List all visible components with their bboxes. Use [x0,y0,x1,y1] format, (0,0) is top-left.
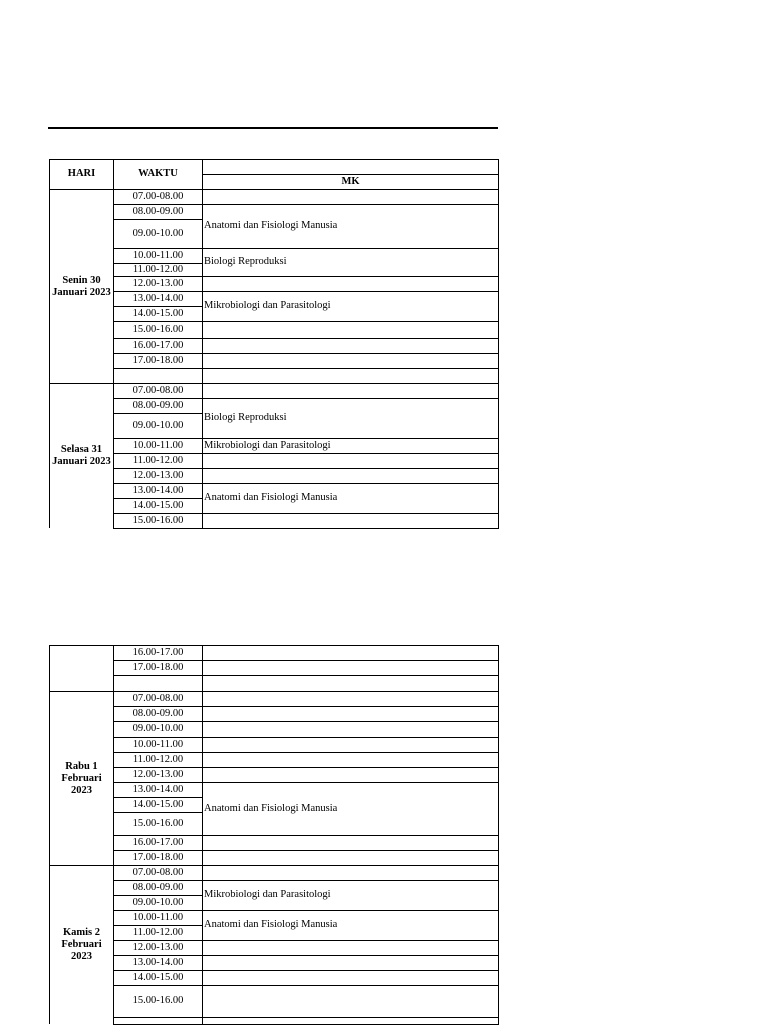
time-slot-cell: 08.00-09.00 [132,707,184,719]
course-cell: Mikrobiologi dan Parasitologi [204,439,331,451]
time-slot-cell: 13.00-14.00 [132,484,184,496]
table-page-2-mk-rule [202,645,499,646]
table-page-1-mk-rule [202,368,499,369]
time-slot-cell: 16.00-17.00 [132,339,184,351]
course-cell: Anatomi dan Fisiologi Manusia [204,220,338,232]
time-slot-cell: 16.00-17.00 [132,646,184,658]
table-page-1-mk-rule [202,468,499,469]
table-page-2-col-rule [202,645,203,1025]
table-page-2-mk-rule [202,835,499,836]
header-mk: MK [341,175,360,187]
time-slot-cell [114,369,202,383]
table-page-1-mk-rule [202,338,499,339]
time-slot-cell: 12.00-13.00 [132,941,184,953]
table-page-2-mk-rule [202,706,499,707]
course-cell: Mikrobiologi dan Parasitologi [204,889,331,901]
time-slot-cell: 14.00-15.00 [132,307,184,319]
time-slot-cell: 08.00-09.00 [132,881,184,893]
time-slot-cell: 09.00-10.00 [132,227,184,239]
page-rule [48,127,498,129]
time-slot-cell: 15.00-16.00 [132,817,184,829]
day-label: Selasa 31 Januari 2023 [52,444,111,467]
time-slot-cell: 11.00-12.00 [132,753,184,765]
time-slot-cell: 12.00-13.00 [132,768,184,780]
table-page-1-time-rule [113,528,203,529]
time-slot-cell: 11.00-12.00 [132,263,184,275]
course-cell: Anatomi dan Fisiologi Manusia [204,919,338,931]
time-slot-cell: 07.00-08.00 [132,866,184,878]
time-slot-cell: 08.00-09.00 [132,205,184,217]
table-page-2-mk-rule [202,850,499,851]
time-slot-cell: 13.00-14.00 [132,956,184,968]
header-waktu: WAKTU [138,168,178,180]
time-slot-cell: 07.00-08.00 [132,692,184,704]
table-page-2-mk-rule [202,865,499,866]
header-rule [202,159,499,160]
time-slot-cell: 15.00-16.00 [132,323,184,335]
time-slot-cell: 13.00-14.00 [132,292,184,304]
time-slot-cell: 15.00-16.00 [132,995,184,1007]
table-page-1-mk-rule [202,189,499,190]
header-hari: HARI [67,168,96,180]
time-slot-cell: 16.00-17.00 [132,836,184,848]
time-slot-cell: 09.00-10.00 [132,896,184,908]
table-page-1-mk-rule [202,353,499,354]
time-slot-cell: 07.00-08.00 [132,190,184,202]
table-page-2-mk-rule [202,721,499,722]
table-page-2-mk-rule [202,985,499,986]
table-page-2-mk-rule [202,675,499,676]
table-page-2-mk-rule [202,970,499,971]
course-cell: Anatomi dan Fisiologi Manusia [204,492,338,504]
table-page-1-mk-rule [202,321,499,322]
time-slot-cell: 14.00-15.00 [132,499,184,511]
table-page-2-mk-rule [202,1017,499,1018]
table-page-2-day-rule [49,645,113,646]
table-page-2-mk-rule [202,940,499,941]
table-page-1-mk-rule [202,513,499,514]
time-slot-cell [114,676,202,691]
time-slot-cell: 10.00-11.00 [132,911,184,923]
time-slot-cell: 11.00-12.00 [132,926,184,938]
table-page-2-mk-rule [202,955,499,956]
time-slot-cell [114,1018,202,1024]
table-page-2-mk-rule [202,737,499,738]
time-slot-cell: 13.00-14.00 [132,783,184,795]
time-slot-cell: 09.00-10.00 [132,419,184,431]
time-slot-cell: 11.00-12.00 [132,454,184,466]
time-slot-cell: 14.00-15.00 [132,971,184,983]
table-page-1-mk-rule [202,528,499,529]
course-cell: Anatomi dan Fisiologi Manusia [204,802,338,814]
time-slot-cell: 17.00-18.00 [132,851,184,863]
time-slot-cell: 10.00-11.00 [132,249,184,261]
table-page-2-border-right [498,645,499,1025]
day-label: Senin 30 Januari 2023 [52,274,111,298]
table-page-1-mk-rule [202,453,499,454]
day-label: Kamis 2 Februari 2023 [61,927,102,962]
time-slot-cell: 12.00-13.00 [132,469,184,481]
course-cell: Mikrobiologi dan Parasitologi [204,300,331,312]
day-label: Rabu 1 Februari 2023 [61,760,102,796]
time-slot-cell: 07.00-08.00 [132,384,184,396]
table-page-2-mk-rule [202,767,499,768]
time-slot-cell: 08.00-09.00 [132,399,184,411]
time-slot-cell: 17.00-18.00 [132,661,184,673]
time-slot-cell: 17.00-18.00 [132,354,184,366]
table-page-1-border-right [498,189,499,529]
table-page-1-mk-rule [202,276,499,277]
time-slot-cell: 10.00-11.00 [132,738,184,750]
time-slot-cell: 10.00-11.00 [132,439,184,451]
table-page-2-mk-rule [202,691,499,692]
table-page-1-mk-rule [202,383,499,384]
time-slot-cell: 14.00-15.00 [132,798,184,810]
header-border-right [498,159,499,189]
course-cell: Biologi Reproduksi [204,256,287,268]
time-slot-cell: 15.00-16.00 [132,514,184,526]
table-page-2-mk-rule [202,660,499,661]
time-slot-cell: 12.00-13.00 [132,277,184,289]
course-cell: Biologi Reproduksi [204,412,287,424]
time-slot-cell: 09.00-10.00 [132,723,184,735]
table-page-2-mk-rule [202,752,499,753]
